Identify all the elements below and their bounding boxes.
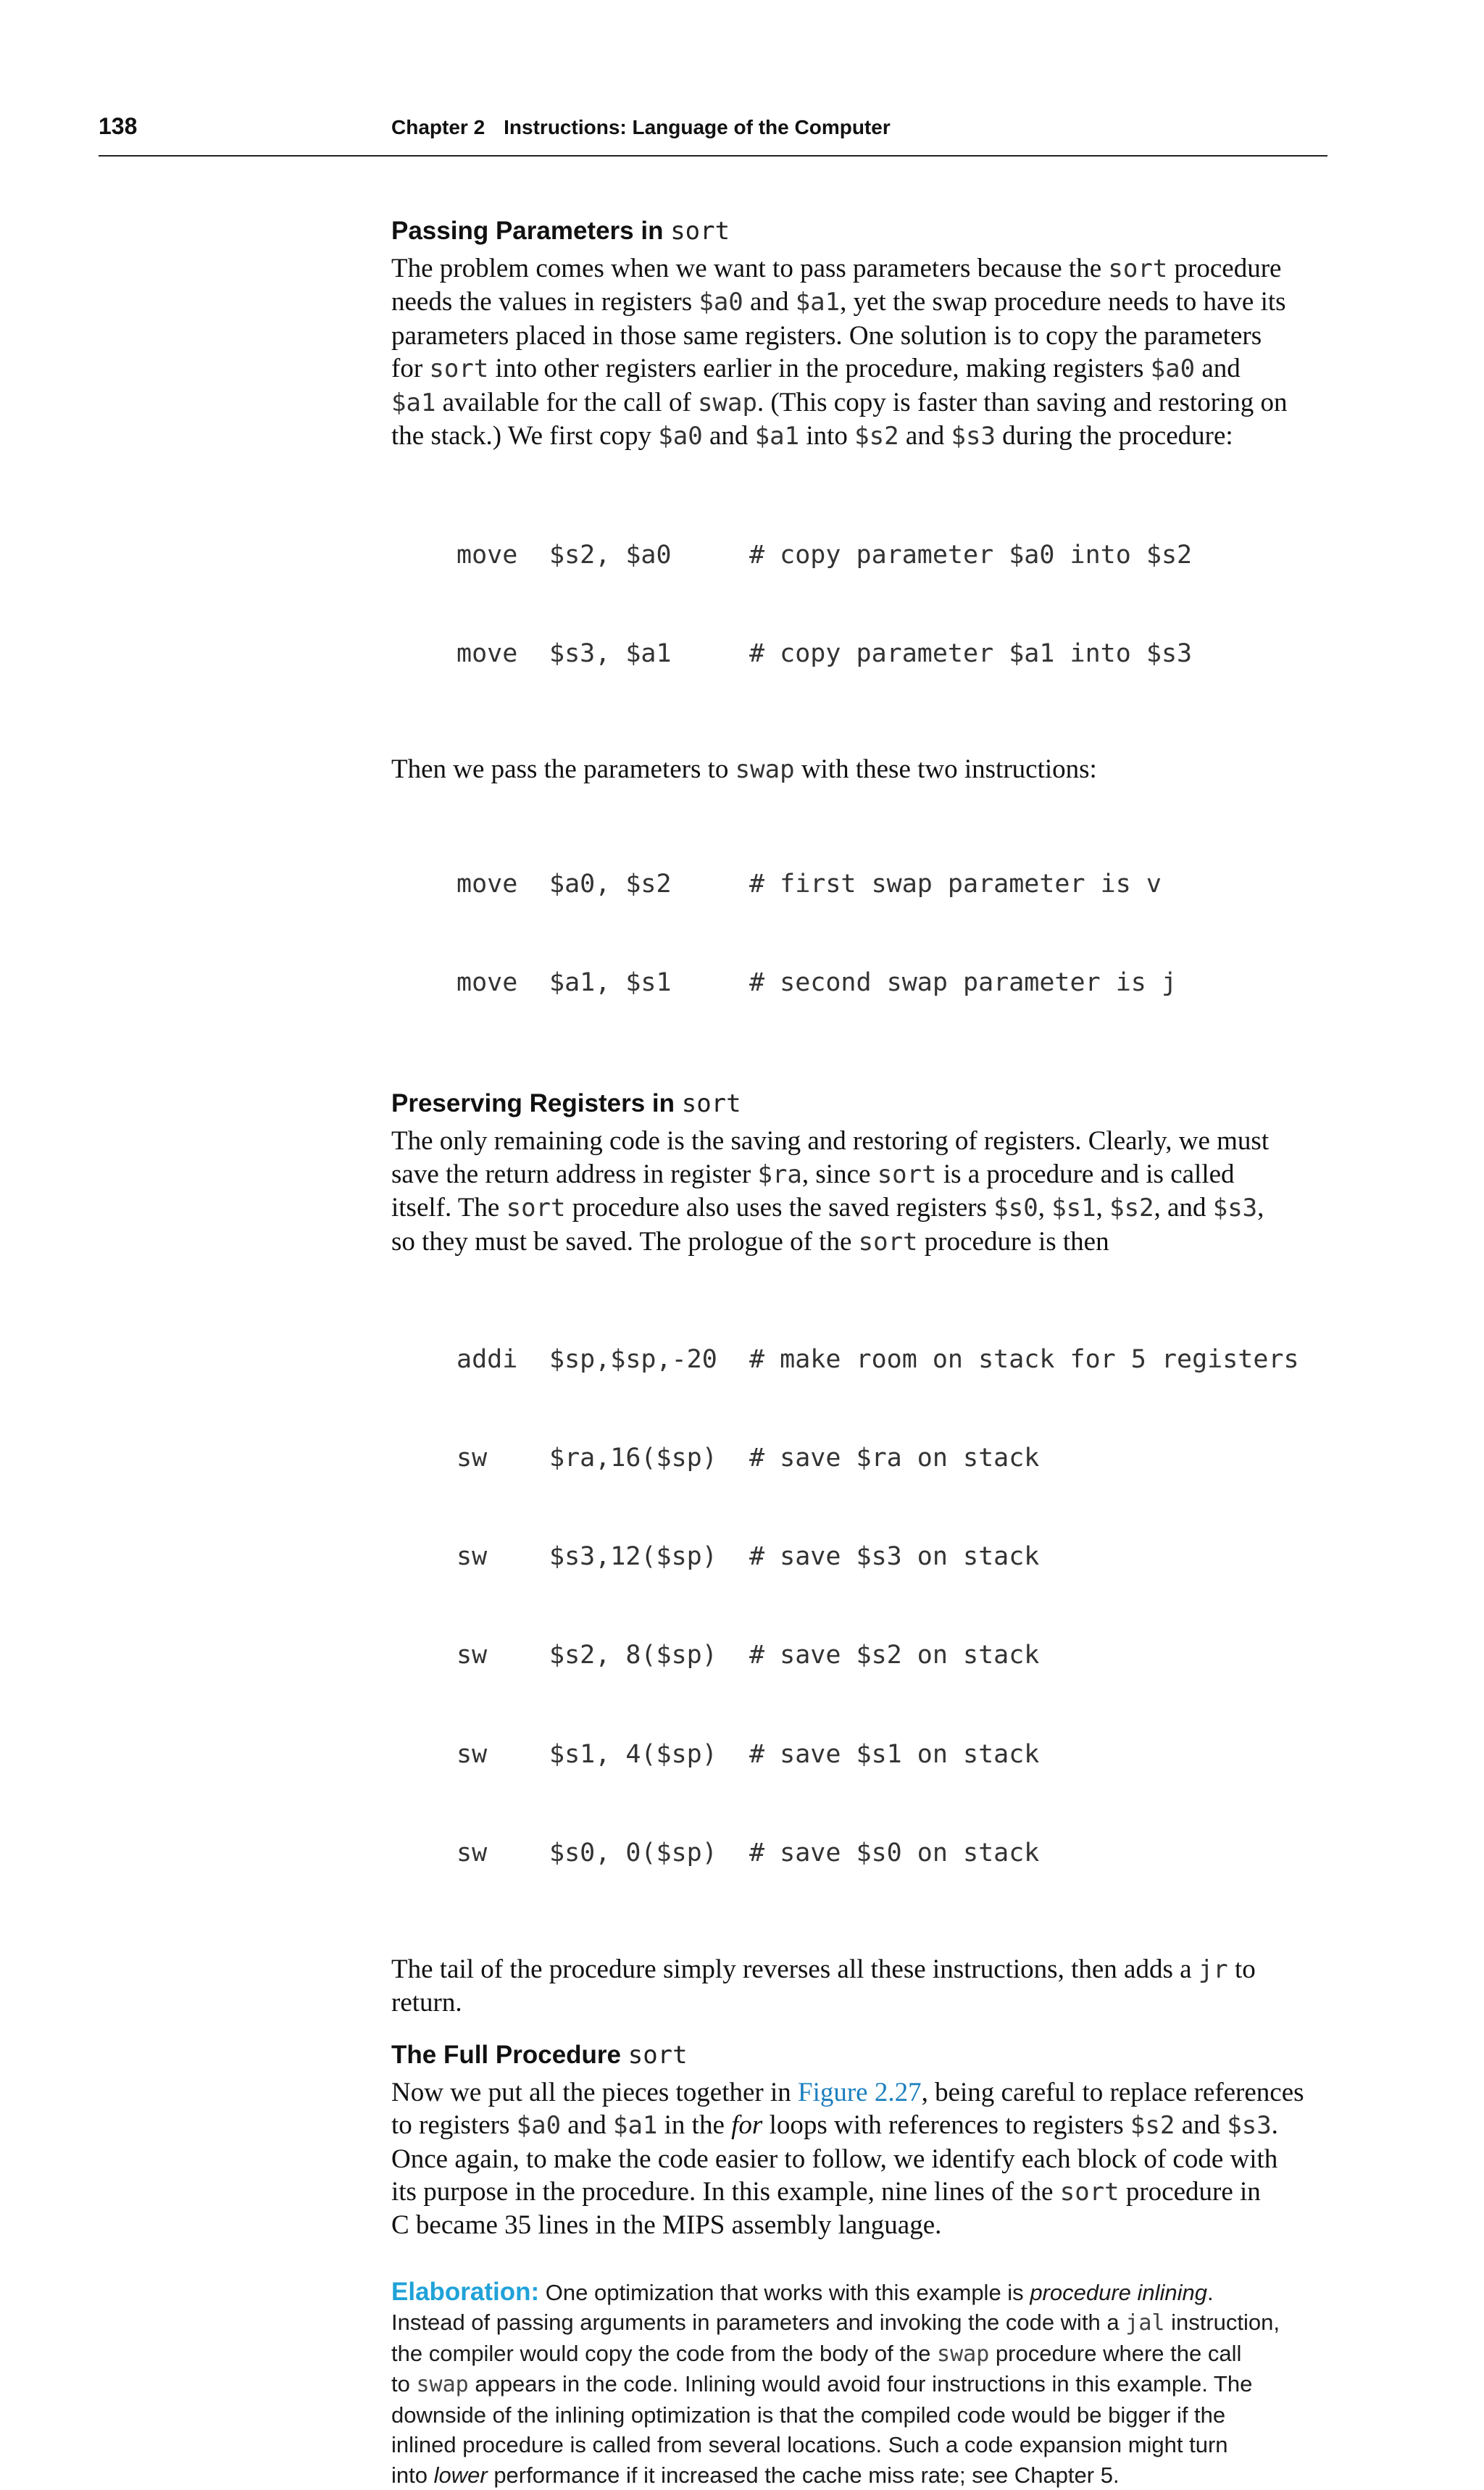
code-line: move $s3, $a1 # copy parameter $a1 into $s3	[457, 639, 1193, 669]
code-line: move $a1, $s1 # second swap parameter is j	[457, 968, 1177, 998]
paragraph-pass-to-swap: Then we pass the parameters to swap with these two instructions:	[391, 754, 1097, 784]
code-line: addi $sp,$sp,-20 # make room on stack for 5 registers	[457, 1344, 1299, 1374]
code-line: sw $ra,16($sp) # save $ra on stack	[457, 1443, 1040, 1473]
code-line: move $a0, $s2 # first swap parameter is v	[457, 869, 1162, 899]
main-content	[391, 215, 1327, 2490]
section-heading-preserving-registers: Preserving Registers in sort	[391, 1089, 741, 1119]
elaboration-label: Elaboration:	[391, 2277, 540, 2306]
code-block-prologue	[391, 1278, 1327, 1936]
running-header	[99, 110, 1327, 157]
elaboration-box: Elaboration: One optimization that works with this example is procedure inlining. Instead of passing arguments in parameters and invoking the code with a jal instruction, the compiler would copy the code from the body of the swap procedure where the call to swap appears in the code. Inlining would avoid four instructions in this example. The downside of the inlining optimization is that the compiled code would be bigger if the inlined procedure is called from several locations. Such a code expansion might turn into lower performance if it increased the cache miss rate; see Chapter 5.	[391, 2277, 1280, 2488]
code-line: sw $s0, 0($sp) # save $s0 on stack	[457, 1838, 1040, 1868]
section-heading-full-procedure: The Full Procedure sort	[391, 2040, 688, 2070]
paragraph-passing-parameters: The problem comes when we want to pass parameters because the sort procedure needs the values in registers $a0 and $a1, yet the swap procedure needs to have its parameters placed in those same registers. One solution is to copy the parameters for sort into other registers earlier in the procedure, making registers $a0 and $a1 available for the call of swap. (This copy is faster than saving and restoring on the stack.) We first copy $a0 and $a1 into $s2 and $s3 during the procedure:	[391, 254, 1288, 451]
code-block-swap-params	[391, 802, 1327, 1065]
paragraph-full-procedure: Now we put all the pieces together in Figure 2.27, being careful to replace references to registers $a0 and $a1 in the for loops with references to registers $s2 and $s3. Once again, to make the code easier to follow, we identify each block of code with its purpose in the procedure. In this example, nine lines of the sort procedure in C became 35 lines in the MIPS assembly language.	[391, 2077, 1304, 2241]
code-line: sw $s2, 8($sp) # save $s2 on stack	[457, 1641, 1040, 1670]
paragraph-procedure-tail: The tail of the procedure simply reverses all these instructions, then adds a jr to return.	[391, 1954, 1256, 2018]
chapter-title	[391, 116, 891, 139]
chapter-name: Instructions: Language of the Computer	[504, 116, 891, 138]
page-number: 138	[99, 113, 138, 139]
code-line: move $s2, $a0 # copy parameter $a0 into $s2	[457, 541, 1193, 570]
code-line: sw $s1, 4($sp) # save $s1 on stack	[457, 1739, 1040, 1769]
paragraph-preserving-registers: The only remaining code is the saving and restoring of registers. Clearly, we must save the return address in register $ra, since sort is a procedure and is called itself. The sort procedure also uses the saved registers $s0, $s1, $s2, and $s3, so they must be saved. The prologue of the sort procedure is then	[391, 1126, 1270, 1257]
code-block-copy-params	[391, 473, 1327, 736]
section-heading-passing-parameters: Passing Parameters in sort	[391, 217, 730, 246]
figure-reference-link[interactable]: Figure 2.27	[798, 2077, 922, 2107]
chapter-label: Chapter 2	[391, 116, 485, 138]
code-line: sw $s3,12($sp) # save $s3 on stack	[457, 1542, 1040, 1572]
